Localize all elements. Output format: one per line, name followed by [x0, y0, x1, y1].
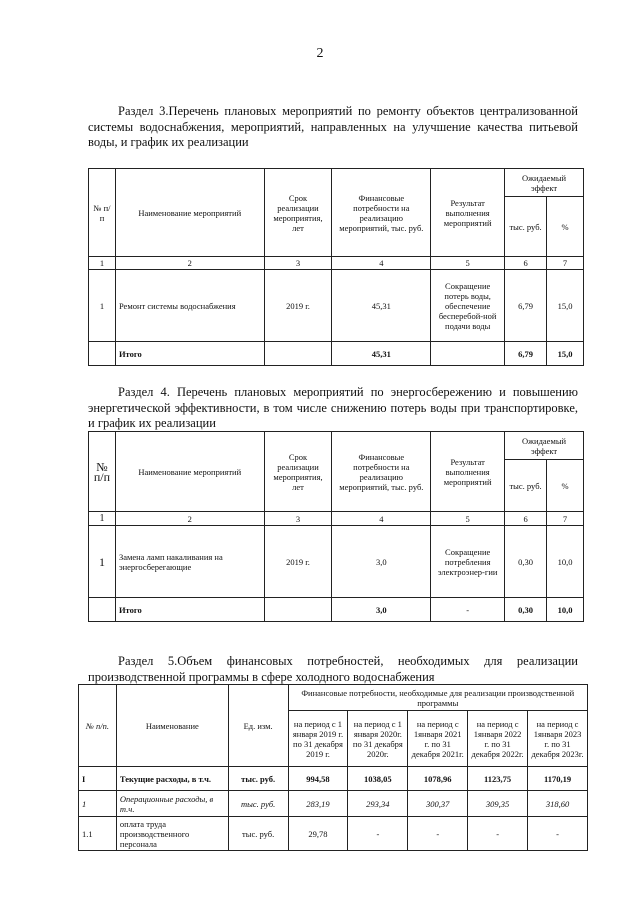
s3-header-result: Результат выполнения мероприятий: [431, 169, 505, 257]
s5-row-value: 1078,96: [408, 767, 468, 791]
s4-row-effect-pct: 10,0: [547, 526, 584, 598]
s4-colnum: 6: [505, 512, 547, 526]
s5-row-value: 318,60: [528, 791, 588, 817]
s3-header-name: Наименование мероприятий: [115, 169, 264, 257]
s5-row-value: -: [348, 817, 408, 851]
s5-row-name: Операционные расходы, в т.ч.: [116, 791, 228, 817]
s3-colnum: 2: [115, 257, 264, 270]
s5-row-name: Текущие расходы, в т.ч.: [116, 767, 228, 791]
s5-header-period: на период с 1января 2022 г. по 31 декабря 2022г.: [468, 711, 528, 767]
s3-colnum: 7: [547, 257, 584, 270]
s5-row-value: -: [468, 817, 528, 851]
s3-row-result: Сокращение потерь воды, обеспечение бесперебой-ной подачи воды: [431, 270, 505, 342]
s3-row-effect-thous: 6,79: [505, 270, 547, 342]
s5-row-value: 300,37: [408, 791, 468, 817]
s3-header-term: Срок реализации мероприятия, лет: [264, 169, 332, 257]
s4-total-effect-thous: 0,30: [505, 598, 547, 622]
s3-header-unit-thous: тыс. руб.: [505, 197, 547, 257]
s4-row-fin: 3,0: [332, 526, 431, 598]
s4-row-result: Сокращение потребления электроэнер-гии: [431, 526, 505, 598]
s4-row-term: 2019 г.: [264, 526, 332, 598]
table-row: [79, 817, 588, 851]
s5-header-period: на период с 1 января 2019 г. по 31 декабря 2019 г.: [288, 711, 348, 767]
s3-row-fin: 45,31: [332, 270, 431, 342]
s5-row-unit: тыс. руб.: [228, 791, 288, 817]
s5-header-period: на период с 1 января 2020г. по 31 декабря 2020г.: [348, 711, 408, 767]
s3-total-num-empty: [89, 342, 116, 366]
s3-total-label: Итого: [115, 342, 264, 366]
s4-total-effect-pct: 10,0: [547, 598, 584, 622]
s4-colnum: 4: [332, 512, 431, 526]
s4-total-num-empty: [89, 598, 116, 622]
s5-row-value: 29,78: [288, 817, 348, 851]
s4-row-num: 1: [89, 526, 116, 598]
s3-total-term-empty: [264, 342, 332, 366]
s4-colnum: 2: [115, 512, 264, 526]
section3-table: [88, 168, 584, 366]
s4-colnum: 5: [431, 512, 505, 526]
s3-row-term: 2019 г.: [264, 270, 332, 342]
s4-colnum: 7: [547, 512, 584, 526]
s5-header-unit: Ед. изм.: [228, 685, 288, 767]
s4-header-result: Результат выполнения мероприятий: [431, 432, 505, 512]
s5-row-value: 309,35: [468, 791, 528, 817]
s3-total-result-empty: [431, 342, 505, 366]
s3-colnum: 6: [505, 257, 547, 270]
s5-row-num: 1: [79, 791, 117, 817]
s5-row-value: 293,34: [348, 791, 408, 817]
s5-header-num: № п/п.: [79, 685, 117, 767]
section4-table: [88, 431, 584, 622]
s3-header-unit-pct: %: [547, 197, 584, 257]
s4-header-name: Наименование мероприятий: [115, 432, 264, 512]
s3-header-fin: Финансовые потребности на реализацию мероприятий, тыс. руб.: [332, 169, 431, 257]
s4-total-result: -: [431, 598, 505, 622]
s5-row-value: -: [528, 817, 588, 851]
s4-total-term-empty: [264, 598, 332, 622]
s4-header-unit-thous: тыс. руб.: [505, 460, 547, 512]
s5-header-name: Наименование: [116, 685, 228, 767]
table-row: [79, 767, 588, 791]
s3-total-effect-thous: 6,79: [505, 342, 547, 366]
s4-row-name: Замена ламп накаливания на энергосберегающие: [115, 526, 264, 598]
s4-row-effect-thous: 0,30: [505, 526, 547, 598]
s4-total-fin: 3,0: [332, 598, 431, 622]
s4-total-label: Итого: [115, 598, 264, 622]
s5-row-value: 994,58: [288, 767, 348, 791]
s4-header-num: № п/п: [89, 432, 116, 512]
s3-header-effect: Ожидаемый эффект: [505, 169, 584, 197]
s5-row-value: 283,19: [288, 791, 348, 817]
s5-row-unit: тыс. руб.: [228, 817, 288, 851]
s3-colnum: 4: [332, 257, 431, 270]
s5-row-num: I: [79, 767, 117, 791]
s4-header-effect: Ожидаемый эффект: [505, 432, 584, 460]
s3-row-effect-pct: 15,0: [547, 270, 584, 342]
s5-header-period: на период с 1января 2021 г. по 31 декабря 2021г.: [408, 711, 468, 767]
s3-total-fin: 45,31: [332, 342, 431, 366]
s5-row-unit: тыс. руб.: [228, 767, 288, 791]
s4-header-term: Срок реализации мероприятия, лет: [264, 432, 332, 512]
s3-colnum: 1: [89, 257, 116, 270]
s5-row-num: 1.1: [79, 817, 117, 851]
table-row: [79, 791, 588, 817]
s5-header-group: Финансовые потребности, необходимые для реализации производственной программы: [288, 685, 587, 711]
s4-header-fin: Финансовые потребности на реализацию мероприятий, тыс. руб.: [332, 432, 431, 512]
s3-row-num: 1: [89, 270, 116, 342]
s3-header-num: № п/п: [89, 169, 116, 257]
section4-heading: Раздел 4. Перечень плановых мероприятий по энергосбережению и повышению энергетической эффективности, в том числе снижению потерь воды при транспортировке, и график их реализации: [88, 385, 578, 430]
section5-heading: Раздел 5.Объем финансовых потребностей, необходимых для реализации производственной программы в сфере холодного водоснабжения: [88, 654, 578, 684]
s3-colnum: 5: [431, 257, 505, 270]
s5-row-value: 1123,75: [468, 767, 528, 791]
s3-total-effect-pct: 15,0: [547, 342, 584, 366]
s5-header-period: на период с 1января 2023 г. по 31 декабря 2023г.: [528, 711, 588, 767]
s5-row-name: оплата труда производственного персонала: [116, 817, 228, 851]
s3-colnum: 3: [264, 257, 332, 270]
s5-row-value: 1170,19: [528, 767, 588, 791]
section3-heading: Раздел 3.Перечень плановых мероприятий по ремонту объектов централизованной системы водоснабжения, мероприятий, направленных на улучшение качества питьевой воды, и график их реализации: [88, 104, 578, 149]
section5-table: [78, 684, 588, 851]
s4-header-unit-pct: %: [547, 460, 584, 512]
s5-row-value: -: [408, 817, 468, 851]
page-number: 2: [316, 46, 324, 61]
s5-row-value: 1038,05: [348, 767, 408, 791]
s3-row-name: Ремонт системы водоснабжения: [115, 270, 264, 342]
s4-colnum: 1: [89, 512, 116, 526]
s4-colnum: 3: [264, 512, 332, 526]
